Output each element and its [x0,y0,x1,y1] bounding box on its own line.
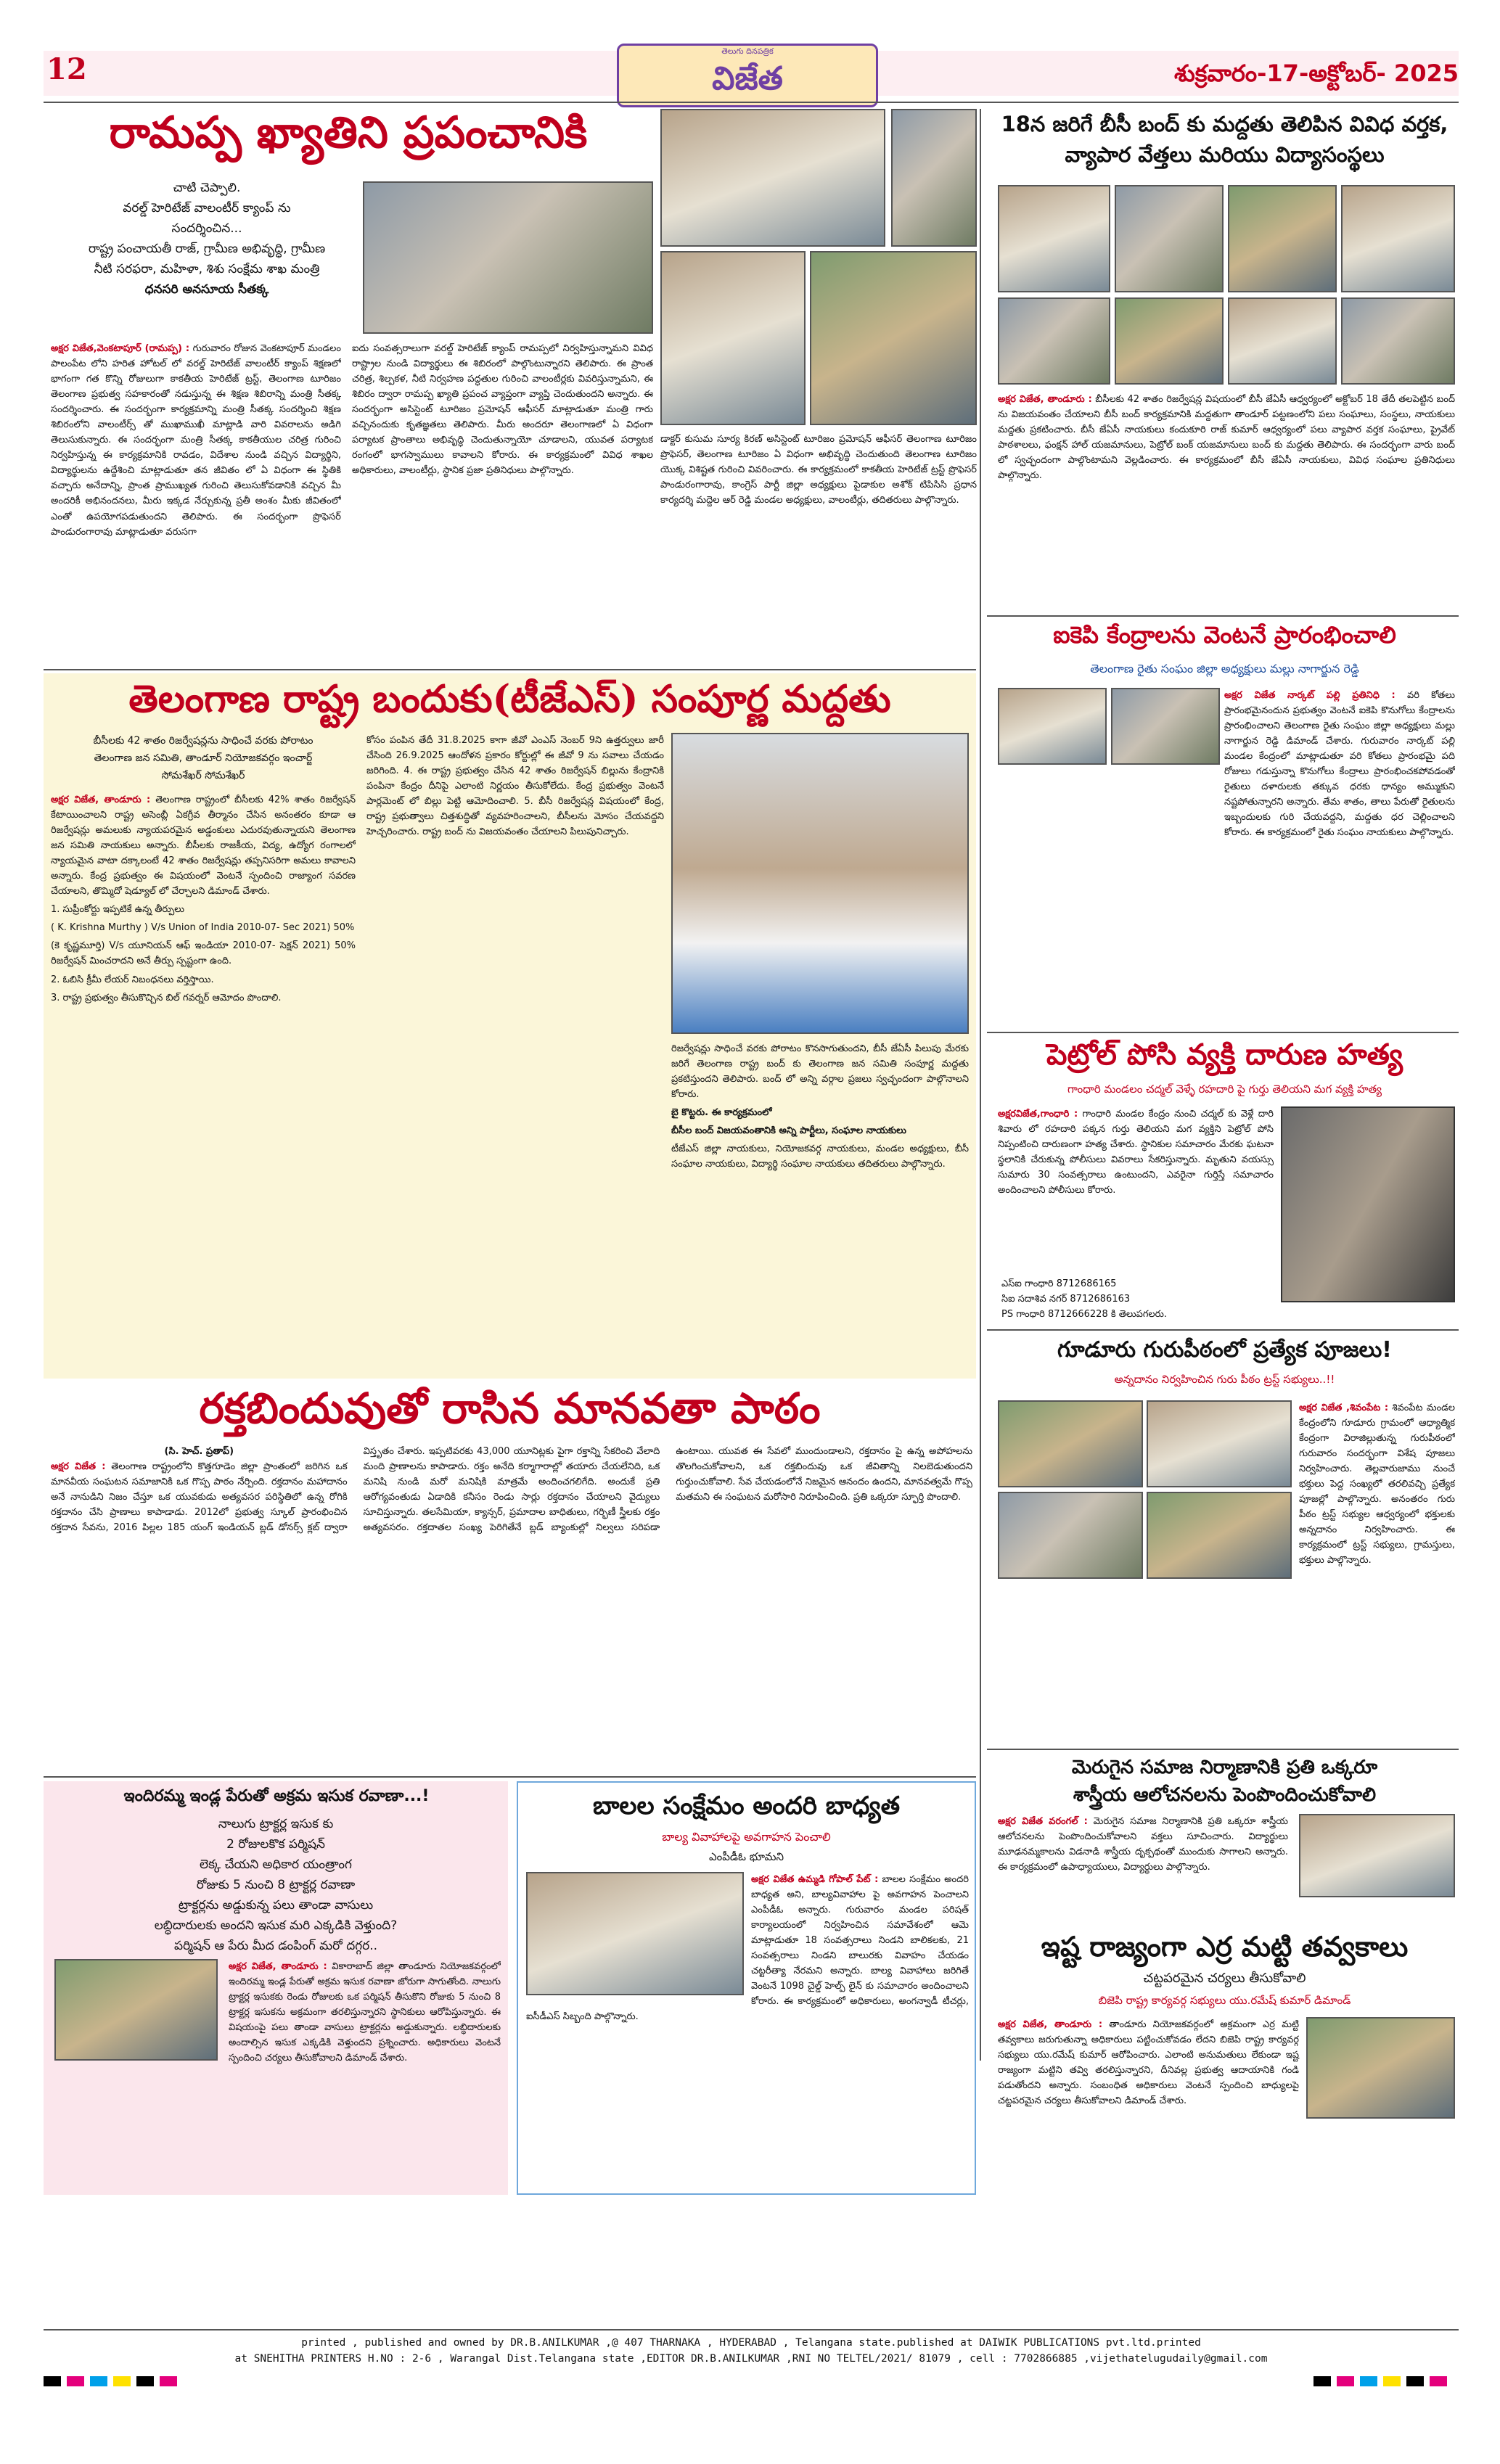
story11-headline: బాలల సంక్షేమం అందరి బాధ్యత [592,1791,901,1820]
story8-body-col1 [51,792,356,1373]
story10-box-line: పర్మిషన్ ఆ పేరు మీద డంపింగ్ మరో దగ్గర.. [173,1939,378,1954]
story3-body-text: వరి కోతలు ప్రారంభమైనందున ప్రభుత్వం వెంటనే ఐకెపి కొనుగోలు కేంద్రాలను ప్రారంభించాలని తెలంగాణ రైతు సంఘం జిల్లా అధ్యక్షులు మల్లు నాగార్జున రెడ్డి డిమాండ్ చేశారు. గురువారం నార్కట్ పల్లి మండల కేంద్రంలో మాట్లాడుతూ వరి కోతలు ప్రారంభమై పది రోజులు గడుస్తున్నా కొనుగోలు కేంద్రాలు ప్రారంభించకపోవడంతో రైతులు దళారులకు తక్కువ ధరకు ధాన్యం అమ్ముకుని నష్టపోతున్నారని అన్నారు. తేమ శాతం, తాలు పేరుతో రైతులను ఇబ్బందులకు గురి చేయవద్దని, మద్దతు ధర చెల్లించాలని కోరారు. ఈ కార్యక్రమంలో రైతు సంఘం నాయకులు పాల్గొన్నారు. [1224,690,1455,839]
story8-body-col3-text: రిజర్వేషన్లు సాధించే వరకు పోరాటం కొనసాగుతుందని, బీసీ జేఏసీ పిలుపు మేరకు జరిగే తెలంగాణ రాష్ట్ర బంద్ కు తెలంగాణ జన సమితి సంపూర్ణ మద్దతు ప్రకటిస్తుందని తెలిపారు. బంద్ లో అన్ని వర్గాల ప్రజలు స్వచ్ఛందంగా పాల్గొనాలని కోరారు. [671,1043,969,1101]
story2-photo-1 [998,185,1110,292]
story5-subhead: అన్నదానం నిర్వహించిన గురు పీఠం ట్రస్ట్ సభ్యులు..!! [1114,1373,1335,1386]
story7-photo [1306,2017,1455,2119]
story8-body-col2: కోసం పంపిన తేదీ 31.8.2025 కాగా జీవో ఎంఎస్ నెంబర్ 9ని ఉత్తర్వులు జారీ చేసింది 26.9.2025 ఆందోళన ప్రకారం కోర్టుల్లో ఈ జీవో 9 ను సవాలు చేయడం జరిగింది. 4. ఈ రాష్ట్ర ప్రభుత్వం చేసిన 42 శాతం రిజర్వేషన్ బిల్లును కేంద్రానికి పంపినా కేంద్రం దీనిపై ఎలాంటి నిర్ణయం తీసుకోలేదు. కేంద్ర ప్రభుత్వం వెంటనే పార్లమెంట్ లో బిల్లు పెట్టి ఆమోదించాలి. 5. బీసీ రిజర్వేషన్ల విషయంలో కేంద్ర, రాష్ట్ర ప్రభుత్వాలు చిత్తశుద్ధితో వ్యవహరించాలని, బీసీలను మోసం చేయవద్దని హెచ్చరించారు. రాష్ట్ర బంద్ ను విజయవంతం చేయాలని పిలుపునిచ్చారు. [366,735,664,838]
story1-sub-line: చాటి చెప్పాలి. [173,181,241,195]
story4-photo [1281,1106,1455,1302]
story6-headline-1: మెరుగైన సమాజ నిర్మాణానికి ప్రతి ఒక్కరూ [1071,1757,1378,1778]
story9-dateline: అక్షర విజేత : [51,1461,106,1473]
story8-inline-head-2: బీసీల బంద్ విజయవంతానికి అన్ని పార్టీలు, సంఘాల నాయకులు [671,1125,906,1137]
story10-body [54,1959,501,2191]
story4-body-text: గాంధారి మండల కేంద్రం నుంచి చద్మల్ కు వెళ్లే దారి శివారు లో రహదారి పక్కన గుర్తు తెలియని మగ వ్యక్తిని పెట్రోల్ పోసి నిప్పంటించి దారుణంగా హత్య చేశారు. స్థానికుల సమాచారం మేరకు ఘటనా స్థలానికి చేరుకున్న పోలీసులు వివరాలు సేకరిస్తున్నారు. మృతుని వయస్సు సుమారు 30 సంవత్సరాలు ఉంటుందని, ఎవరైనా గుర్తిస్తే సమాచారం అందించాలని పోలీసులు కోరారు. [998,1109,1274,1196]
story2-headline: 18న జరిగే బీసీ బంద్ కు మద్దతు తెలిపిన వివిధ వర్తక, వ్యాపార వేత్తలు మరియు విద్యాసంస్థలు [1001,112,1448,168]
story7-dateline: అక్షర విజేత, తాండూరు : [998,2019,1103,2030]
footer-line-2: at SNEHITHA PRINTERS H.NO : 2-6 , Warangal Dist.Telangana state ,EDITOR DR.B.ANILKUMAR ,RNI NO TELTEL/2021/ 81079 , cell : 7702866885 ,vijethatelugudaily@gmail.com [234,2353,1268,2365]
section-rule [987,1749,1459,1750]
story7-subhead-2: బిజెపి రాష్ట్ర కార్యవర్గ సభ్యులు యు.రమేష్ కుమార్ డిమాండ్ [1098,1994,1351,2007]
story1-dateline: అక్షర విజేత,వెంకటాపూర్ (రామప్ప) : [51,343,190,354]
story8-sidebar-line: బీసీలకు 42 శాతం రిజర్వేషన్లను సాధించే వరకు పోరాటం [93,735,313,747]
story10-box [58,1814,493,1956]
logo-small-text: తెలుగు దినపత్రిక [721,46,774,56]
story3-subhead: తెలంగాణ రైతు సంఘం జిల్లా అధ్యక్షులు మల్లు నాగార్జున రెడ్డి [1090,662,1359,675]
story8-portrait [671,733,969,1034]
story8-sidebar-line: సోమశేఖర్ సోమశేఖర్ [161,769,245,781]
story8-ref-line: 3. రాష్ట్ర ప్రభుత్వం తీసుకొచ్చిన బిల్ గవర్నర్ ఆమోదం పొందాలి. [51,992,282,1003]
registration-color-bar-left [44,2376,189,2386]
story10-headline: ఇందిరమ్మ ఇండ్ల పేరుతో అక్రమ ఇసుక రవాణా...! [123,1787,430,1805]
story8-body-text: తెలంగాణ రాష్ట్రంలో బీసీలకు 42% శాతం రిజర్వేషన్ కేటాయించాలని రాష్ట్ర అసెంబ్లీ ఏకగ్రీవ తీర్మానం చేసిన అనంతరం కూడా ఆ రిజర్వేషన్లు అమలుకు న్యాయపరమైన అడ్డంకులు ఎదురవుతున్నాయని తెలంగాణ జన సమితి నాయకులు అన్నారు. బీసీలకు రాజకీయ, విద్య, ఉద్యోగ రంగాలలో న్యాయమైన వాటా దక్కాలంటే 42 శాతం రిజర్వేషన్లు తప్పనిసరిగా అమలు కావాలని అన్నారు. కేంద్ర ప్రభుత్వం ఈ విషయంలో వెంటనే స్పందించి రాజ్యాంగ సవరణ చేయాలని, తొమ్మిదో షెడ్యూల్ లో చేర్చాలని డిమాండ్ చేశారు. [51,794,356,898]
logo-text: విజేత [712,60,783,97]
masthead-logo [617,44,878,107]
story4-contact-line: సిఐ సదాశివ నగర్ 8712686163 [1001,1293,1131,1305]
story2-photo-4 [1341,185,1455,292]
story4-subhead: గాంధారి మండలం చద్మల్ వెళ్ళే రహదారి పై గుర్తు తెలియని మగ వ్యక్తి హత్య [1067,1083,1382,1096]
story8-sidebar [51,733,356,784]
story2-body [998,392,1455,609]
story2-photo-7 [1228,297,1337,385]
story9-body [51,1444,972,1770]
story2-body-text: బీసీలకు 42 శాతం రిజర్వేషన్ల విషయంలో బీసీ జేఏసీ ఆధ్వర్యంలో అక్టోబర్ 18 తేదీ తలపెట్టిన బంద్ ను విజయవంతం చేయాలని బీసీ బంద్ కార్యక్రమానికి మద్దతుగా తాండూర్ పట్టణంలోని పలు సంఘాలు, సంస్థలు, నాయకులు మద్దతు ప్రకటించారు. బీసీ జేఏసీ నాయకులు కందుకూరి రాజ్ కుమార్ ఆధ్వర్యంలో పలు వ్యాపార వర్తక సంఘాలు, ప్రైవేట్ పాఠశాలలు, ఫంక్షన్ హాల్ యజమానులు, పెట్రోల్ బంక్ యజమానులు బంద్ కు మద్దతు తెలిపారు. ఈ సందర్భంగా వారు బంద్ లో స్వచ్ఛందంగా పాల్గొంటామని వెల్లడించారు. ఈ కార్యక్రమంలో బీసీ జేఏసీ నాయకులు, వివిధ సంఘాల ప్రతినిధులు పాల్గొన్నారు. [998,394,1455,482]
story1-photo-4 [810,251,977,425]
story2-photo-8 [1341,297,1455,385]
story8-ref-line: (కె కృష్ణమూర్తి) V/s యూనియన్ ఆఫ్ ఇండియా 2010-07- సెక్షన్ 2021) 50% రిజర్వేషన్ మించరాదని అనే తీర్పు స్పష్టంగా ఉంది. [51,940,356,967]
story8-ref-line: 2. ఓబిసి క్రీమీ లేయర్ నిబంధనలు వర్తిస్తాయి. [51,974,214,985]
story7-headline: ఇష్ట రాజ్యంగా ఎర్ర మట్టి తవ్వకాలు [1041,1931,1409,1963]
story5-headline: గూడూరు గురుపీఠంలో ప్రత్యేక పూజలు! [1057,1337,1392,1363]
masthead-rule [44,102,1459,103]
section-rule [44,669,976,670]
story4-contacts [1001,1277,1277,1322]
story1-sub-line: వరల్డ్ హెరిటేజ్ వాలంటీర్ క్యాంప్ ను [123,201,291,216]
story1-photo-2 [891,109,977,247]
section-rule [987,615,1459,617]
story10-box-line: ట్రాక్టర్లను అడ్డుకున్న పలు తాండా వాసులు [178,1898,374,1913]
story4-contact-line: ఎస్ఐ గాంధారి 8712686165 [1001,1278,1117,1289]
story3-dateline: అక్షర విజేత నార్కట్ పల్లి ప్రతినిధి : [1224,690,1396,701]
section-rule [44,1776,976,1778]
story11-dateline: అక్షర విజేత ఉమ్మడి గోపాల్ పేట్ : [751,1874,879,1885]
story1-body-col1 [51,341,341,664]
story8-headline: తెలంగాణ రాష్ట్ర బందుకు(టీజేఎస్) సంపూర్ణ మద్దతు [128,677,891,721]
story1-body-col3: డాక్టర్ కుసుమ సూర్య కిరణ్ అసిస్టెంట్ టూరిజం ప్రమోషన్ ఆఫీసర్ తెలంగాణ టూరిజం ప్రొఫెసర్, తెలంగాణ టూరిజం ఏ విధంగా అభివృద్ధి చెందుతుంది తెలంగాణ టూరిజం యొక్క విశిష్టత గురించి వివరించారు. ఈ కార్యక్రమంలో కాకతీయ హెరిటేజ్ ట్రస్ట్ ప్రొఫెసర్ పాండురంగారావు, కాంగ్రెస్ పార్టీ జిల్లా అధ్యక్షులు పైడాకుల అశోక్ టిపిసిసి ప్రధాన కార్యదర్శి మద్దెల ఆర్ రెడ్డి మండల అధ్యక్షులు, వాలంటీర్లు, తదితరులు పాల్గొన్నారు. [660,434,977,506]
story8-sidebar-line: తెలంగాణ జన సమితి, తాండూర్ నియోజకవర్గం ఇంచార్జ్ [94,752,313,764]
story8-body-col3b-text: టీజేఎస్ జిల్లా నాయకులు, నియోజకవర్గ నాయకులు, మండల అధ్యక్షులు, బీసీ సంఘాల నాయకులు, విద్యార్థి సంఘాల నాయకులు తదితరులు పాల్గొన్నారు. [671,1143,969,1170]
story10-box-line: రోజుకు 5 నుంచి 8 ట్రాక్టర్ల రవాణా [196,1878,356,1893]
story7-body-text: తాండూరు నియోజకవర్గంలో అక్రమంగా ఎర్ర మట్టి తవ్వకాలు జరుగుతున్నా అధికారులు పట్టించుకోవడం లేదని బిజెపి రాష్ట్ర కార్యవర్గ సభ్యులు యు.రమేష్ కుమార్ ఆరోపించారు. ఎలాంటి అనుమతులు లేకుండా ఇష్ట రాజ్యంగా మట్టిని తవ్వి తరలిస్తున్నారని, దీనివల్ల ప్రభుత్వ ఆదాయానికి గండి పడుతోందని అన్నారు. సంబంధిత అధికారులు వెంటనే స్పందించి బాధ్యులపై చట్టపరమైన చర్యలు తీసుకోవాలని డిమాండ్ చేశారు. [998,2019,1299,2107]
story4-dateline: అక్షరవిజేత,గాంధారి : [998,1109,1078,1120]
story1-headline: రామప్ప ఖ్యాతిని ప్రపంచానికి [109,107,588,158]
story1-sub-line: సందర్శించిన... [171,221,242,237]
story1-sub-line: నీటి సరఫరా, మహిళా, శిశు సంక్షేమ శాఖ మంత్రి [94,262,320,277]
story1-photo-1 [660,109,885,247]
story5-body [998,1400,1455,1741]
story8-dateline: అక్షర విజేత, తాండూరు : [51,794,151,805]
story11-photo-spacer [526,1872,751,1999]
story10-dateline: అక్షర విజేత, తాండూరు : [229,1961,327,1972]
story6-photo [1299,1814,1455,1897]
column-divider [980,109,981,2061]
story6-body-text: మెరుగైన సమాజ నిర్మాణానికి ప్రతి ఒక్కరూ శాస్త్రీయ ఆలోచనలను పెంపొందించుకోవాలని వక్తలు సూచించారు. విద్యార్థులు మూఢనమ్మకాలను విడనాడి శాస్త్రీయ దృక్పథంతో ముందుకు సాగాలని అన్నారు. ఈ కార్యక్రమంలో ఉపాధ్యాయులు, విద్యార్థులు పాల్గొన్నారు. [998,1816,1288,1873]
story1-sub-line: రాష్ట్ర పంచాయతీ రాజ్, గ్రామీణ అభివృద్ధి, గ్రామీణ [88,242,326,257]
page-number: 12 [46,52,87,86]
story2-photo-2 [1115,185,1224,292]
story11-body [526,1872,969,2191]
footer-imprint [44,2335,1459,2368]
story4-body [998,1106,1274,1273]
story9-headline: రక్తబిందువుతో రాసిన మానవతా పాఠం [199,1384,821,1433]
story1-sub-line: ధనసరి అనసూయ సీతక్క [144,282,269,297]
story11-subhead-2: ఎంపీడీఓ భూమని [709,1850,784,1863]
story1-photo-group [363,181,653,334]
footer-rule [44,2329,1459,2330]
story9-body-text: తెలంగాణ రాష్ట్రంలోని కొత్తగూడెం జిల్లా ప్రాంతంలో జరిగిన ఒక మానవీయ సంఘటన సమాజానికి ఒక గొప్ప పాఠం నేర్పింది. రక్తదానం మహాదానం అనే నానుడిని నిజం చేస్తూ ఒక యువకుడు అత్యవసర పరిస్థితిలో ఉన్న రోగికి రక్తదానం చేసి ప్రాణాలు కాపాడాడు. 2012లో ప్రభుత్వ స్కూల్ ప్రారంభించిన రక్తదాన సేవను, 2016 పిల్లల 185 యంగ్ ఇండియన్ బ్లడ్ డోనర్స్ క్లబ్ ద్వారా విస్తృతం చేశారు. ఇప్పటివరకు 43,000 యూనిట్లకు పైగా రక్తాన్ని సేకరించి వేలాది మంది ప్రాణాలను కాపాడారు. రక్తం అనేది కర్మాగారాల్లో తయారు చేయలేనిది, ఒక మనిషి నుండి మరో మనిషికి మాత్రమే అందించగలిగేది. అందుకే ప్రతి ఆరోగ్యవంతుడు ఏడాదికి కనీసం రెండు సార్లు రక్తదానం చేయాలని వైద్యులు సూచిస్తున్నారు. తలసేమియా, క్యాన్సర్, ప్రమాదాల బాధితులు, గర్భిణీ స్త్రీలకు రక్తం అత్యవసరం. రక్తదాతల సంఖ్య పెరిగితేనే బ్లడ్ బ్యాంకుల్లో నిల్వలు సరిపడా ఉంటాయి. యువత ఈ సేవలో ముందుండాలని, రక్తదానం పై ఉన్న అపోహలను తొలగించుకోవాలని, ఒక రక్తబిందువు ఒక జీవితాన్ని నిలబెడుతుందని గుర్తుంచుకోవాలి. సేవ చేయడంలోనే నిజమైన ఆనందం ఉందని, మానవత్వమే గొప్ప మతమని ఈ సంఘటన మరోసారి నిరూపించింది. ప్రతి ఒక్కరూ స్ఫూర్తి పొందాలి. [51,1446,972,1534]
story10-box-line: లబ్ధిదారులకు అందని ఇసుక మరి ఎక్కడికి వెళ్తుంది? [154,1918,398,1934]
story3-headline: ఐకెపి కేంద్రాలను వెంటనే ప్రారంభించాలి [1053,621,1396,649]
story2-photo-3 [1228,185,1337,292]
story11-subhead: బాల్య వివాహాలపై అవగాహన పెంచాలి [662,1830,831,1844]
story3-body [998,688,1455,1025]
story8-body-col3 [671,1041,969,1371]
story1-subheads [51,178,363,300]
story7-subhead: చట్టపరమైన చర్యలు తీసుకోవాలి [1143,1971,1306,1986]
story1-body-col2: ఐదు సంవత్సరాలుగా వరల్డ్ హెరిటేజ్ క్యాంప్ రామప్పలో నిర్వహిస్తున్నామని వివిధ రాష్ట్రాల నుండి విద్యార్థులు ఈ శిబిరంలో పాల్గొంటున్నారని తెలిపారు. ఈ ప్రాంత చరిత్ర, శిల్పకళ, నీటి నిర్వహణ పద్ధతుల గురించి వాలంటీర్లకు వివరిస్తున్నామని, ఈ శిబిరం ద్వారా రామప్ప ఖ్యాతి ప్రపంచ వ్యాప్తంగా వ్యాప్తి చెందుతుందని అన్నారు. ఈ సందర్భంగా అసిస్టెంట్ టూరిజం ప్రమోషన్ ఆఫీసర్ మాట్లాడుతూ మంత్రి గారు వచ్చినందుకు కృతజ్ఞతలు తెలిపారు. మీరు అందరూ తెలంగాణలో ఏ విధంగా పర్యాటక ప్రాంతాలు అభివృద్ధి చెందుతున్నాయో చూడాలని, యువత పర్యాటక రంగంలో భాగస్వాములు కావాలని కోరారు. ఈ కార్యక్రమంలో వివిధ శాఖల అధికారులు, వాలంటీర్లు, స్థానిక ప్రజా ప్రతినిధులు పాల్గొన్నారు. [352,343,653,477]
story6-headline-2: శాస్త్రీయ ఆలోచనలను పెంపొందించుకోవాలి [1073,1784,1377,1806]
story5-body-text: శివంపేట మండల కేంద్రంలోని గూడూరు గ్రామంలో ఆధ్యాత్మిక కేంద్రంగా విరాజిల్లుతున్న గురుపీఠంలో గురువారం సందర్భంగా విశేష పూజలు నిర్వహించారు. తెల్లవారుజాము నుంచే భక్తులు పెద్ద సంఖ్యలో తరలివచ్చి ప్రత్యేక పూజల్లో పాల్గొన్నారు. అనంతరం గురు పీఠం ట్రస్ట్ సభ్యుల ఆధ్వర్యంలో భక్తులకు అన్నదానం నిర్వహించారు. ఈ కార్యక్రమంలో ట్రస్ట్ సభ్యులు, గ్రామస్తులు, భక్తులు పాల్గొన్నారు. [1299,1403,1455,1566]
registration-color-bar-right [1313,2376,1459,2386]
story5-dateline: అక్షర విజేత ,శివంపేట : [1299,1403,1389,1413]
footer-line-1: printed , published and owned by DR.B.ANILKUMAR ,@ 407 THARNAKA , HYDERABAD , Telangana state.published at DAIWIK PUBLICATIONS pvt.ltd.printed [301,2337,1201,2349]
section-rule [987,1032,1459,1033]
story6-dateline: అక్షర విజేత వరంగల్ : [998,1816,1088,1827]
story8-ref-line: ( K. Krishna Murthy ) V/s Union of India 2010-07- Sec 2021) 50% [51,922,355,934]
story1-photo-3 [660,251,806,425]
masthead-date: శుక్రవారం-17-అక్టోబర్- 2025 [1174,59,1459,87]
story8-inline-head: బై కొట్టరు. ఈ కార్యక్రమంలో [671,1107,772,1119]
story8-ref-line: 1. సుప్రీంకోర్టు ఇప్పటికే ఉన్న తీర్పులు [51,904,185,916]
story11-body-text: బాలల సంక్షేమం అందరి బాధ్యత అని, బాల్యవివాహాల పై అవగాహన పెంచాలని ఎంపీడీఓ అన్నారు. గురువారం మండల పరిషత్ కార్యాలయంలో నిర్వహించిన సమావేశంలో ఆమె మాట్లాడుతూ 18 సంవత్సరాలు నిండని బాలికలకు, 21 సంవత్సరాలు నిండని బాలురకు వివాహం చేయడం చట్టరీత్యా నేరమని అన్నారు. బాల్య వివాహాలు జరిగితే వెంటనే 1098 చైల్డ్ హెల్ప్ లైన్ కు సమాచారం అందించాలని కోరారు. ఈ కార్యక్రమంలో అధికారులు, అంగన్వాడీ టీచర్లు, ఐసీడీఎస్ సిబ్బంది పాల్గొన్నారు. [526,1874,969,2023]
story4-headline: పెట్రోల్ పోసి వ్యక్తి దారుణ హత్య [1046,1038,1403,1072]
story2-photo-5 [998,297,1110,385]
story4-contact-line: PS గాంధారి 8712666228 కి తెలుపగలరు. [1001,1308,1167,1320]
story1-body-text: గురువారం రోజున వెంకటాపూర్ మండలం పాలంపేట లోని హరిత హోటల్ లో వరల్డ్ హెరిటేజ్ వాలంటీర్ క్యాంప్ శిక్షణలో భాగంగా గత కొన్ని రోజులుగా కాకతీయ హెరిటేజ్ ట్రస్ట్, తెలంగాణ టూరిజం తెలంగాణ ప్రభుత్వ సహకారంతో నడుస్తున్న ఈ శిక్షణ శిబిరాన్ని మంత్రి సీతక్క సందర్శించారు. ఈ సందర్భంగా కార్యక్రమాన్ని మంత్రి సీతక్క సందర్శించి శిక్షణ శిబిరంలోని వాలంటీర్స్ తో ముఖాముఖీ మాట్లాడి వారి వివరాలను అడిగి తెలుసుకున్నారు. ఈ సందర్భంగా మంత్రి సీతక్క కాకతీయుల చరిత్ర గురించి నిర్వహిస్తున్న ఈ కార్యక్రమానికి రావడం, విదేశాల నుండి వచ్చిన విద్యార్థిని, విద్యార్థులను ఉద్దేశించి మాట్లాడుతూ తన జీవితం లో ఏ విధంగా ఈ స్థితికి వచ్చారు అనేదాన్ని, ప్రాంత ప్రాముఖ్యత గురించి తెలుసుకోవడానికి వచ్చిన మీ అందరికీ అభినందనలు, మీరు ఇక్కడ నేర్చుకున్న ప్రతీ అంశం మీకు జీవితంలో ఎంతో ఉపయోగపడుతుందని తెలిపారు. ఈ సందర్భంగా ప్రొఫెసర్ పాండురంగారావు మాట్లాడుతూ వరుసగా [51,343,341,538]
story10-body-text: వికారాబాద్ జిల్లా తాండూరు నియోజకవర్గంలో ఇందిరమ్మ ఇండ్ల పేరుతో అక్రమ ఇసుక రవాణా జోరుగా సాగుతోంది. నాలుగు ట్రాక్టర్ల ఇసుకకు రెండు రోజులకు ఒక పర్మిషన్ తీసుకొని రోజుకు 5 నుంచి 8 ట్రాక్టర్ల ఇసుకను అక్రమంగా తరలిస్తున్నారని స్థానికులు ఆరోపిస్తున్నారు. ఈ విషయంపై పలు తాండా వాసులు ట్రాక్టర్లను అడ్డుకున్నారు. లబ్ధిదారులకు అందాల్సిన ఇసుక ఎక్కడికి వెళ్తుందని ప్రశ్నించారు. అధికారులు వెంటనే స్పందించి చర్యలు తీసుకోవాలని డిమాండ్ చేశారు. [229,1961,501,2064]
story10-box-line: నాలుగు ట్రాక్టర్ల ఇసుక కు [218,1817,334,1831]
section-rule [987,1329,1459,1331]
story10-box-line: లెక్క చేయని అధికార యంత్రాంగ [200,1857,352,1873]
story2-photo-6 [1115,297,1224,385]
story2-dateline: అక్షర విజేత, తాండూరు : [998,394,1092,405]
story9-byline: (సి. హెచ్. ప్రతాప్) [164,1446,234,1457]
story10-box-line: 2 రోజులకొక పర్మిషన్ [226,1837,325,1852]
